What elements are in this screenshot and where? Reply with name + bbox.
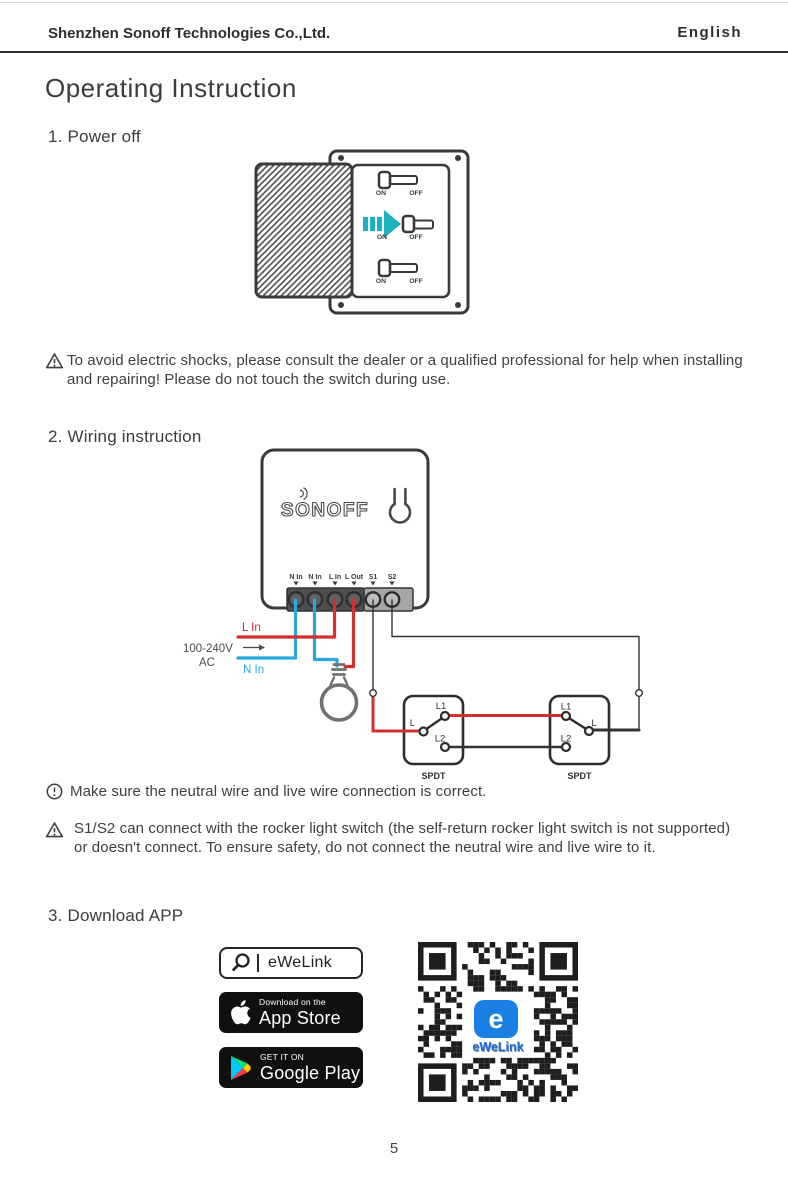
screw-icon (455, 155, 461, 161)
gplay-line1: GET IT ON (260, 1052, 304, 1063)
qr-code (418, 941, 578, 1103)
supply-arrow-icon (243, 645, 265, 651)
search-divider (257, 954, 259, 972)
header-divider (0, 51, 788, 53)
on-label: ON (376, 234, 388, 241)
l-in-wire-label: L In (242, 622, 261, 634)
junction-point (370, 690, 377, 697)
google-play-icon (230, 1055, 252, 1081)
ac-label: AC (199, 657, 215, 669)
svg-text:L Out: L Out (344, 574, 364, 581)
svg-text:L: L (409, 718, 415, 729)
off-label: OFF (409, 234, 423, 241)
company-name: Shenzhen Sonoff Technologies Co.,Ltd. (48, 25, 331, 42)
on-label: ON (375, 278, 387, 285)
svg-text:SONOFF: SONOFF (280, 500, 370, 521)
section-heading-power-off: 1. Power off (48, 127, 141, 146)
shock-warning-text: To avoid electric shocks, please consult the dealer or a qualified professional for help when installing and repairing! Please do not touch the switch during use. (67, 352, 743, 388)
svg-text:S2: S2 (387, 574, 397, 581)
svg-text:L1: L1 (560, 701, 572, 713)
appstore-line2: App Store (259, 1007, 341, 1028)
section-heading-download: 3. Download APP (48, 906, 184, 925)
search-icon (230, 952, 252, 974)
alert-circle-icon (46, 783, 63, 800)
spdt-label-1: SPDT (421, 771, 446, 781)
power-off-figure (240, 145, 480, 323)
off-label: OFF (409, 278, 423, 285)
app-store-badge (219, 992, 363, 1033)
ewelink-app-icon (474, 1000, 518, 1038)
terminal-block (287, 588, 413, 611)
svg-text:N In: N In (289, 574, 303, 581)
wire-s2 (392, 600, 639, 689)
svg-text:L: L (591, 718, 597, 729)
svg-text:S1: S1 (368, 574, 378, 581)
spdt-label-2: SPDT (567, 771, 592, 781)
device-body (262, 450, 428, 608)
svg-text:L2: L2 (560, 733, 572, 745)
junction-point (636, 690, 643, 697)
warning-triangle-icon (45, 821, 64, 839)
page-number: 5 (389, 1140, 399, 1157)
apple-icon (230, 1000, 251, 1025)
s1s2-warning-text: S1/S2 can connect with the rocker light switch (the self-return rocker light switch is not supported) or doesn't connect. To ensure safety, do not connect the neutral wire and live wire to it. (74, 820, 731, 856)
google-play-badge (219, 1047, 363, 1088)
page-top-edge (0, 2, 788, 3)
svg-text:N In: N In (308, 574, 322, 581)
ewelink-icon-letter: e (488, 1003, 504, 1034)
cover-flap (256, 164, 352, 297)
appstore-line1: Download on the (259, 997, 326, 1008)
neutral-note-text: Make sure the neutral wire and live wire connection is correct. (70, 783, 487, 800)
voltage-label: 100-240V (183, 643, 233, 655)
screw-icon (455, 302, 461, 308)
language-label: English (677, 24, 742, 41)
off-label: OFF (409, 190, 423, 197)
screw-icon (338, 302, 344, 308)
warning-triangle-icon (45, 352, 64, 370)
gplay-line2: Google Play (260, 1062, 361, 1083)
svg-text:L2: L2 (434, 733, 446, 745)
n-in-wire-label: N In (243, 664, 265, 676)
section-heading-wiring: 2. Wiring instruction (48, 427, 202, 446)
wiring-figure (150, 445, 660, 785)
screw-icon (338, 155, 344, 161)
svg-text:L1: L1 (435, 701, 447, 712)
svg-text:L In: L In (328, 574, 342, 581)
page-title: Operating Instruction (45, 73, 297, 103)
on-label: ON (375, 190, 387, 197)
light-bulb-icon (322, 665, 357, 721)
ewelink-search-label: eWeLink (268, 954, 333, 971)
ewelink-search-box (219, 947, 363, 979)
qr-caption: eWeLink (472, 1040, 524, 1054)
